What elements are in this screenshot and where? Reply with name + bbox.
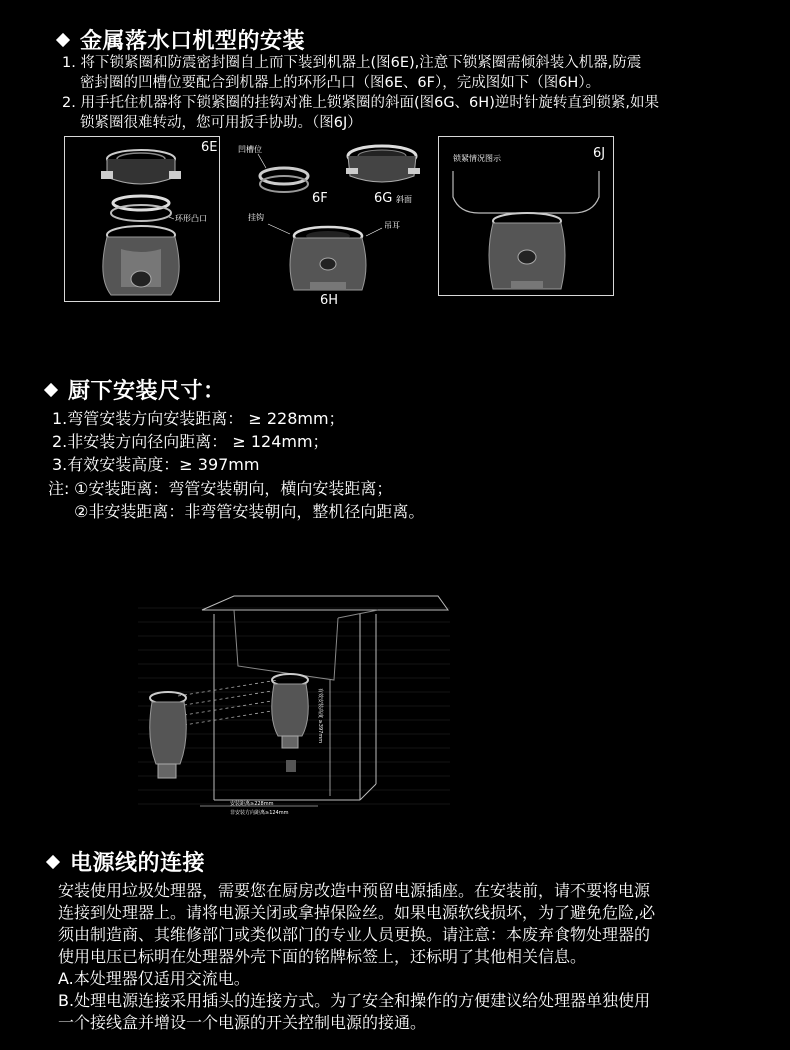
- step2-line1: 2. 用手托住机器将下锁紧圈的挂钩对准上锁紧圈的斜面(图6G、6H)逆时针旋转直到锁紧,如果: [62, 95, 659, 111]
- section-title-metal-drain: [58, 24, 305, 55]
- step1-line1: 1. 将下锁紧圈和防震密封圈自上而下装到机器上(图6E),注意下锁紧圈需倾斜装入机器,防震: [62, 55, 642, 71]
- section-title-under-sink-dimensions: [46, 374, 226, 405]
- dim-label-non-install: 非安装方向距离≥124mm: [230, 810, 289, 816]
- power-line-7: 一个接线盒并增设一个电源的开关控制电源的接通。: [58, 1013, 427, 1032]
- figure-6g-note: 斜面: [396, 195, 412, 204]
- figure-6h-note-hook: 挂钩: [248, 213, 264, 222]
- dim-item-1: 1.弯管安装方向安装距离： ≥ 228mm；: [52, 409, 345, 428]
- diamond-bullet-icon: [56, 33, 70, 47]
- figure-6j-drawing: [439, 137, 613, 295]
- section-title-power-connection: [48, 846, 205, 877]
- section-title-text: 金属落水口机型的安装: [80, 29, 306, 54]
- figure-6e: [64, 136, 220, 302]
- power-line-4: 使用电压已标明在处理器外壳下面的铭牌标签上，还标明了其他相关信息。: [58, 947, 587, 966]
- figure-6f-label: 6F: [312, 191, 328, 206]
- dim-note-1: ①安装距离：弯管安装朝向，横向安装距离；: [74, 479, 393, 498]
- section-title-text: 电源线的连接: [70, 851, 206, 876]
- dim-item-3: 3.有效安装高度：≥ 397mm: [52, 455, 260, 474]
- figure-6j-note: 锁紧情况图示: [453, 154, 501, 163]
- diamond-bullet-icon: [44, 383, 58, 397]
- figure-6h-note-ear: 吊耳: [384, 221, 400, 230]
- dim-item-2: 2.非安装方向径向距离： ≥ 124mm；: [52, 432, 329, 451]
- dim-label-install: 安装距离≥228mm: [230, 801, 274, 807]
- power-line-5: A.本处理器仅适用交流电。: [58, 969, 250, 988]
- dim-note-prefix: 注:: [48, 479, 70, 498]
- figure-6h-label: 6H: [320, 293, 339, 306]
- figure-6j: [438, 136, 614, 296]
- section-title-text: 厨下安装尺寸：: [68, 379, 226, 404]
- figure-6fgh-drawing: [232, 136, 432, 306]
- figure-6e-drawing: [65, 137, 219, 301]
- diamond-bullet-icon: [46, 855, 60, 869]
- figure-6f-note: 凹槽位: [238, 145, 262, 154]
- power-line-1: 安装使用垃圾处理器，需要您在厨房改造中预留电源插座。在安装前，请不要将电源: [58, 881, 651, 900]
- step1-line2: 密封圈的凹槽位要配合到机器上的环形凸口（图6E、6F），完成图如下（图6H）。: [80, 75, 601, 91]
- figure-6f-6g-6h: [232, 136, 432, 306]
- step2-line2: 锁紧圈很难转动，您可用扳手协助。（图6J）: [80, 115, 362, 131]
- figure-6g-label: 6G: [374, 191, 393, 206]
- figure-6e-label: 6E: [201, 140, 218, 155]
- power-line-2: 连接到处理器上。请将电源关闭或拿掉保险丝。如果电源软线损坏，为了避免危险,必: [58, 903, 656, 922]
- dim-note-2: ②非安装距离：非弯管安装朝向，整机径向距离。: [74, 502, 425, 521]
- figure-6e-note: 环形凸口: [175, 214, 207, 223]
- power-line-3: 须由制造商、其维修部门或类似部门的专业人员更换。请注意：本废弃食物处理器的: [58, 925, 651, 944]
- figure-6j-label: 6J: [593, 146, 606, 161]
- power-line-6: B.处理电源连接采用插头的连接方式。为了安全和操作的方便建议给处理器单独使用: [58, 991, 651, 1010]
- under-sink-diagram-drawing: [138, 588, 450, 824]
- under-sink-diagram: [138, 588, 450, 824]
- dim-label-height: 有效安装高度 ≥397mm: [317, 688, 323, 744]
